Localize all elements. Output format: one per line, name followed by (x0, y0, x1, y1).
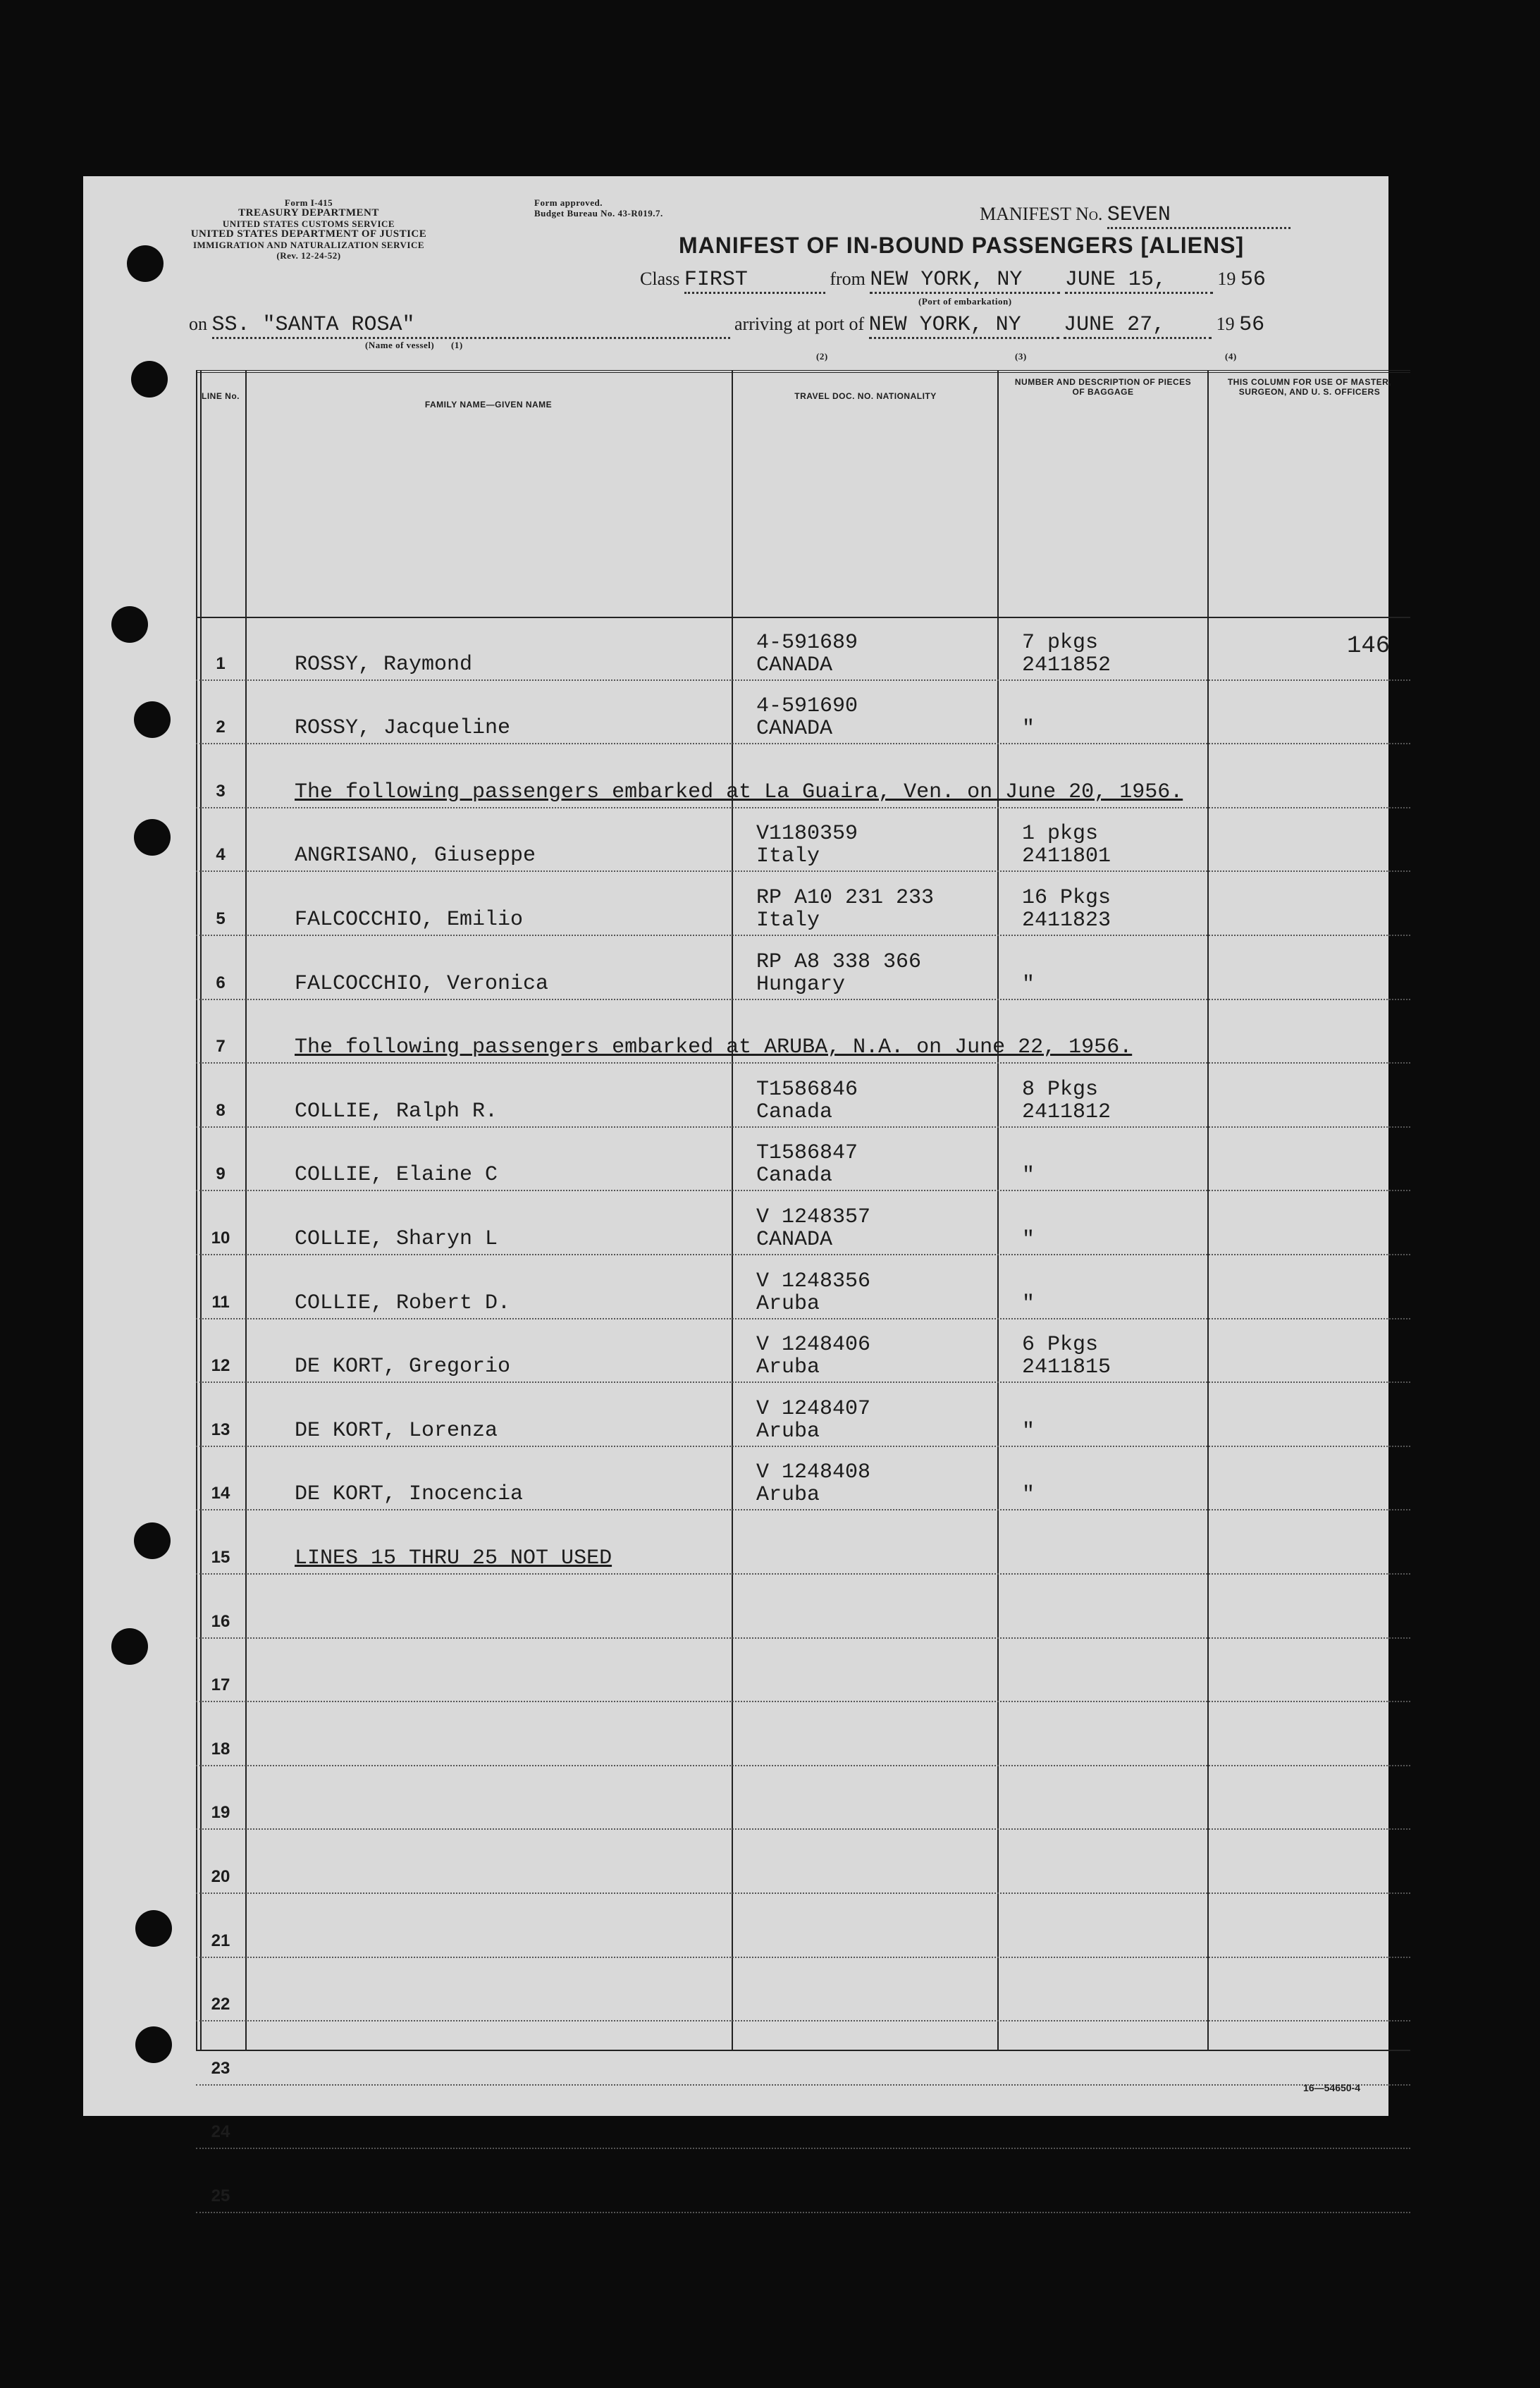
passenger-name: DE KORT, Lorenza (295, 1418, 498, 1443)
approval-block (534, 197, 788, 219)
nationality: Canada (756, 1164, 833, 1188)
table-row (196, 1958, 1410, 2022)
punch-hole (131, 361, 168, 398)
vessel-caption (365, 340, 463, 350)
nationality: CANADA (756, 1227, 833, 1252)
passenger-name: COLLIE, Sharyn L (295, 1226, 498, 1251)
manifest-page (83, 176, 1392, 2205)
baggage (1022, 1334, 1111, 1379)
passenger-name: ROSSY, Raymond (295, 652, 473, 677)
embarkation-note: The following passengers embarked at ARUBA, N.A. on June 22, 1956. (295, 1035, 1133, 1060)
line-number: 13 (211, 1420, 230, 1439)
line-number: 18 (211, 1739, 230, 1759)
vessel-name: SS. "SANTA ROSA" (212, 313, 730, 339)
table-row (196, 2149, 1410, 2213)
travel-doc (756, 1270, 870, 1315)
table-row (196, 1575, 1410, 1639)
baggage-count (1022, 951, 1035, 973)
table-row (196, 1447, 1410, 1511)
nationality: Aruba (756, 1483, 820, 1508)
arrival-year: 56 (1239, 313, 1265, 337)
baggage-tag: " (1022, 1419, 1035, 1444)
table-row (196, 1830, 1410, 1894)
line-number: 11 (211, 1292, 230, 1312)
doc-number: V 1248408 (756, 1460, 871, 1485)
nationality: Italy (756, 844, 820, 869)
table-row (196, 1319, 1410, 1384)
baggage (1022, 632, 1111, 677)
baggage-tag: " (1022, 1164, 1035, 1188)
travel-doc (756, 695, 858, 740)
embark-port: NEW YORK, NY (870, 268, 1060, 294)
line-number: 20 (211, 1866, 230, 1886)
line-number: 25 (211, 2186, 230, 2205)
table-row (196, 2021, 1410, 2086)
passenger-name: FALCOCCHIO, Emilio (295, 907, 524, 932)
punch-hole (135, 2026, 172, 2063)
doc-number: V 1248357 (756, 1205, 871, 1229)
from-label: from (830, 269, 866, 289)
table-row (196, 681, 1410, 745)
form-id: Form I-415 (284, 197, 333, 208)
table-row (196, 1702, 1410, 1766)
table-row (196, 1639, 1410, 1703)
year-prefix-2: 19 (1216, 314, 1235, 334)
baggage-tag: 2411815 (1022, 1355, 1111, 1380)
passenger-name: DE KORT, Inocencia (295, 1482, 524, 1507)
manifest-label: MANIFEST No. (980, 204, 1103, 224)
doc-number: RP A8 338 366 (756, 949, 922, 974)
punch-hole (134, 701, 171, 738)
travel-doc (756, 1206, 870, 1251)
table-row (196, 1191, 1410, 1255)
baggage-count (1022, 695, 1035, 718)
nationality: Aruba (756, 1419, 820, 1444)
line-number: 8 (216, 1100, 226, 1120)
nationality: CANADA (756, 717, 833, 741)
punch-hole (134, 1522, 171, 1559)
baggage-count (1022, 1461, 1035, 1484)
table-row (196, 872, 1410, 936)
manifest-number: SEVEN (1107, 203, 1290, 229)
travel-doc (756, 1142, 858, 1187)
col-header-line: LINE No. (202, 391, 240, 401)
baggage-count: 7 pkgs (1022, 630, 1099, 655)
line-number: 21 (211, 1931, 230, 1950)
customs-service: UNITED STATES CUSTOMS SERVICE (222, 219, 395, 229)
table-row (196, 1766, 1410, 1830)
embark-date: JUNE 15, (1065, 268, 1213, 294)
table-row (196, 2086, 1410, 2150)
vessel-line (189, 313, 1264, 339)
budget-bureau: Budget Bureau No. 43-R019.7. (534, 208, 663, 219)
doc-number: T1586846 (756, 1077, 858, 1102)
travel-doc (756, 1078, 858, 1124)
baggage-tag: 2411801 (1022, 844, 1111, 869)
baggage-count (1022, 1206, 1035, 1229)
table-row (196, 1894, 1410, 1958)
baggage-tag: " (1022, 1291, 1035, 1316)
justice-dept: UNITED STATES DEPARTMENT OF JUSTICE (190, 228, 427, 240)
col-ref-2: (2) (816, 351, 828, 362)
baggage-tag: " (1022, 1227, 1035, 1252)
nationality: Hungary (756, 972, 846, 997)
baggage (1022, 1270, 1035, 1315)
nationality: Italy (756, 908, 820, 933)
line-number: 17 (211, 1675, 230, 1695)
form-approved: Form approved. (534, 197, 603, 208)
class-value: FIRST (684, 268, 825, 294)
baggage-count: 16 Pkgs (1022, 885, 1111, 910)
baggage-tag: 2411823 (1022, 908, 1111, 933)
baggage (1022, 1398, 1035, 1443)
travel-doc (756, 823, 858, 868)
table-row (196, 1510, 1410, 1575)
col-header-baggage: NUMBER AND DESCRIPTION OF PIECES OF BAGGAGE (1014, 377, 1192, 397)
on-label: on (189, 314, 207, 334)
travel-doc (756, 632, 858, 677)
table-row (196, 936, 1410, 1000)
revision: (Rev. 12-24-52) (276, 250, 341, 261)
punch-hole (111, 606, 148, 643)
baggage (1022, 695, 1035, 740)
nationality: Canada (756, 1100, 833, 1124)
page-title: MANIFEST OF IN-BOUND PASSENGERS [ALIENS] (679, 233, 1245, 258)
line-number: 19 (211, 1803, 230, 1823)
line-number: 9 (216, 1164, 226, 1184)
line-number: 4 (216, 845, 226, 865)
col-header-official: THIS COLUMN FOR USE OF MASTER, SURGEON, AND U. S. OFFICERS (1227, 377, 1392, 397)
baggage-count: 1 pkgs (1022, 822, 1099, 847)
table-row (196, 617, 1410, 681)
col-header-doc: TRAVEL DOC. NO. NATIONALITY (794, 391, 937, 401)
passenger-name: DE KORT, Gregorio (295, 1355, 511, 1379)
arrival-date: JUNE 27, (1064, 313, 1212, 339)
line-number: 3 (216, 781, 226, 801)
line-number: 22 (211, 1995, 230, 2014)
row-divider (196, 2212, 1410, 2213)
punch-hole (134, 819, 171, 856)
table-row (196, 1000, 1410, 1064)
arriving-label: arriving at port of (734, 314, 865, 334)
line-number: 1 (216, 653, 226, 673)
class-line (640, 268, 1266, 294)
baggage (1022, 1206, 1035, 1251)
col-ref-4: (4) (1225, 351, 1237, 362)
baggage-tag: 2411852 (1022, 653, 1111, 677)
line-number: 24 (211, 2122, 230, 2142)
line-number: 12 (211, 1356, 230, 1376)
punch-hole (135, 1910, 172, 1947)
baggage-count: 8 Pkgs (1022, 1077, 1099, 1102)
passenger-name: FALCOCCHIO, Veronica (295, 971, 549, 996)
baggage-count (1022, 1142, 1035, 1164)
line-number: 7 (216, 1037, 226, 1057)
doc-number: T1586847 (756, 1141, 858, 1166)
doc-number: V 1248407 (756, 1396, 871, 1421)
baggage (1022, 951, 1035, 996)
embark-year: 56 (1240, 268, 1266, 292)
baggage-count (1022, 1270, 1035, 1293)
baggage (1022, 887, 1111, 932)
baggage (1022, 1461, 1035, 1506)
vessel-caption-text: (Name of vessel) (365, 340, 435, 350)
arrival-port: NEW YORK, NY (869, 313, 1059, 339)
doc-number: V1180359 (756, 822, 858, 847)
doc-number: RP A10 231 233 (756, 885, 935, 910)
doc-number: V 1248406 (756, 1333, 871, 1358)
table-row (196, 1255, 1410, 1319)
embarkation-note: The following passengers embarked at La Guaira, Ven. on June 20, 1956. (295, 780, 1183, 804)
passenger-name: COLLIE, Ralph R. (295, 1099, 498, 1124)
agency-block (125, 197, 492, 261)
col-ref-1: (1) (451, 340, 463, 350)
embarkation-note: LINES 15 THRU 25 NOT USED (295, 1546, 612, 1570)
col-header-name: FAMILY NAME—GIVEN NAME (424, 400, 553, 410)
doc-number: 4-591690 (756, 694, 858, 719)
travel-doc (756, 1461, 870, 1506)
travel-doc (756, 951, 921, 996)
table-row (196, 1064, 1410, 1128)
table-row (196, 1128, 1410, 1192)
line-number: 14 (211, 1484, 230, 1503)
baggage-tag: 2411812 (1022, 1100, 1111, 1124)
manifest-number-line (980, 203, 1290, 229)
table-row (196, 808, 1410, 873)
port-embark-caption: (Port of embarkation) (918, 296, 1012, 307)
travel-doc (756, 1398, 870, 1443)
baggage-count: 6 Pkgs (1022, 1333, 1099, 1358)
baggage (1022, 1078, 1111, 1124)
nationality: CANADA (756, 653, 833, 677)
col-ref-3: (3) (1015, 351, 1027, 362)
baggage-tag: " (1022, 1483, 1035, 1508)
line-number: 6 (216, 973, 226, 992)
baggage (1022, 1142, 1035, 1187)
doc-number: 4-591689 (756, 630, 858, 655)
baggage-tag: " (1022, 972, 1035, 997)
official-mark: 146 (1347, 632, 1391, 660)
line-number: 2 (216, 718, 226, 737)
doc-number: V 1248356 (756, 1269, 871, 1293)
passenger-name: COLLIE, Robert D. (295, 1291, 511, 1315)
table-row (196, 744, 1410, 808)
line-number: 23 (211, 2058, 230, 2078)
passenger-name: ROSSY, Jacqueline (295, 716, 511, 741)
travel-doc (756, 1334, 870, 1379)
treasury-dept: TREASURY DEPARTMENT (238, 207, 379, 219)
baggage-count (1022, 1398, 1035, 1420)
footer-code: 16—54650-4 (1303, 2082, 1360, 2093)
baggage (1022, 823, 1111, 868)
ins-service: IMMIGRATION AND NATURALIZATION SERVICE (192, 240, 425, 250)
line-number: 15 (211, 1547, 230, 1567)
travel-doc (756, 887, 934, 932)
class-label: Class (640, 269, 680, 289)
year-prefix: 19 (1217, 269, 1236, 289)
line-number: 16 (211, 1611, 230, 1631)
line-number: 5 (216, 909, 226, 928)
line-number: 10 (211, 1228, 230, 1248)
nationality: Aruba (756, 1355, 820, 1380)
punch-hole (111, 1628, 148, 1665)
nationality: Aruba (756, 1291, 820, 1316)
passenger-name: ANGRISANO, Giuseppe (295, 844, 536, 868)
passenger-name: COLLIE, Elaine C (295, 1163, 498, 1188)
baggage-tag: " (1022, 717, 1035, 741)
table-row (196, 1383, 1410, 1447)
